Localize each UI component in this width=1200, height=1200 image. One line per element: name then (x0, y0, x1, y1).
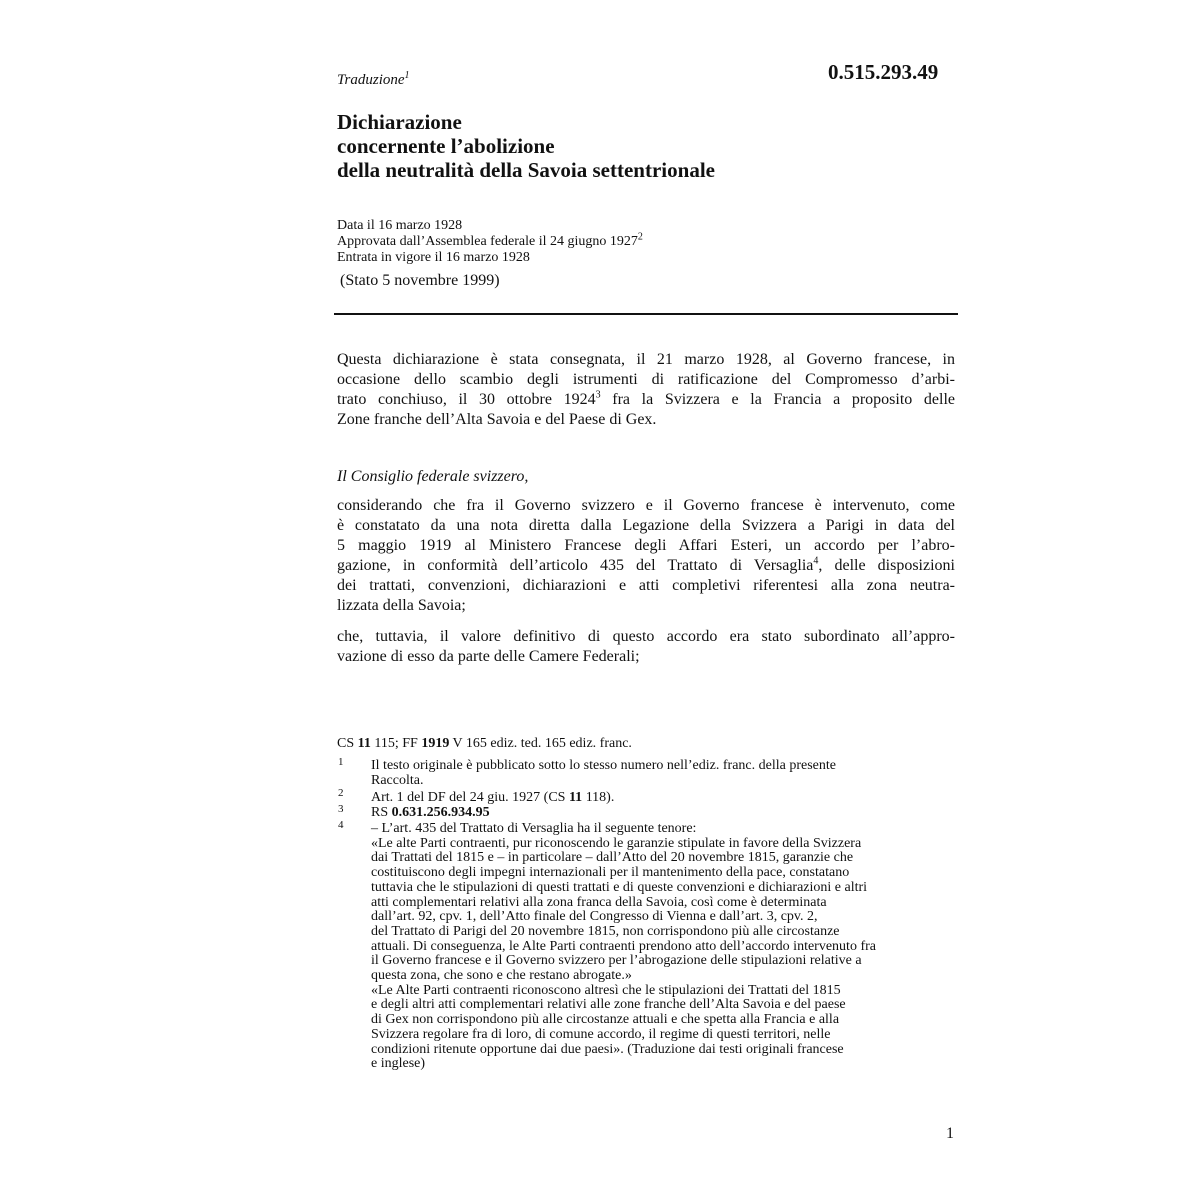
footnote-line: del Trattato di Parigi del 20 novembre 1815, non corrispondono più alle circostanze (371, 923, 840, 939)
footnote-line: di Gex non corrispondono più alle circostanze attuali e che spetta alla Francia e alla (371, 1012, 840, 1028)
title-line: concernente l’abolizione (337, 134, 555, 158)
footnote-line (371, 791, 614, 806)
footnote-volume: 11 (568, 790, 583, 805)
footnote-line: Svizzera regolare fra di loro, di comune accordo, il regime di questi territori, nelle (371, 1026, 831, 1042)
source-volume: 11 (357, 736, 371, 751)
status-line: (Stato 5 novembre 1999) (340, 272, 500, 289)
translation-label (337, 72, 410, 89)
text-line (337, 390, 955, 410)
footnote-number-4: 4 (338, 819, 344, 831)
footnote-ref-4[interactable]: 4 (813, 555, 819, 567)
considering-paragraph (337, 496, 955, 616)
text-line (337, 556, 955, 576)
footnote-line: Il testo originale è pubblicato sotto lo stesso numero nell’ediz. franc. della presente (371, 758, 836, 773)
footnote-line: e degli altri atti complementari relativi alle zone franche dell’Alta Savoia e del paese (371, 997, 846, 1013)
footnote-line: costituiscono degli impegni internazionali per il mantenimento della pace, constatano (371, 865, 850, 881)
footnote-line: Raccolta. (371, 772, 424, 788)
footnote-line: «Le Alte Parti contraenti riconoscono altresì che le stipulazioni dei Trattati del 1815 (371, 982, 841, 998)
footnote-3 (371, 806, 490, 821)
footnote-line: il Governo francese e il Governo svizzero per l’abrogazione delle stipulazioni relative a (371, 953, 862, 969)
text-fragment: , delle disposizioni (818, 557, 955, 574)
footnote-4 (371, 822, 876, 1072)
footnote-number-2: 2 (338, 787, 344, 799)
footnote-line: atti complementari relativi alla zona franca della Savoia, così come è determinata (371, 894, 827, 910)
translation-text: Traduzione (337, 72, 405, 88)
header-divider (334, 313, 958, 315)
footnote-line: attuali. Di conseguenza, le Alte Parti contraenti prendono atto dell’accordo intervenuto fra (371, 938, 876, 954)
title-line: Dichiarazione (337, 110, 462, 134)
footnote-line (371, 806, 490, 821)
entry-line: Entrata in vigore il 16 marzo 1928 (337, 250, 530, 265)
text-line: considerando che fra il Governo svizzero e il Governo francese è intervenuto, come (337, 497, 955, 514)
footnote-ref-2[interactable]: 2 (637, 231, 643, 243)
footnote-number-3: 3 (338, 803, 344, 815)
text-line: che, tuttavia, il valore definitivo di questo accordo era stato subordinato all’appro- (337, 628, 955, 645)
text-line: 5 maggio 1919 al Ministero Francese degli Affari Esteri, un accordo per l’abro- (337, 537, 955, 554)
text-line: occasione dello scambio degli istrumenti di ratificazione del Compromesso d’arbi- (337, 371, 955, 388)
source-text: 115; FF (370, 736, 422, 751)
document-title (337, 110, 715, 182)
footnote-text: RS (371, 805, 392, 820)
source-text: V 165 ediz. ted. 165 ediz. franc. (449, 736, 632, 751)
text-line: è constatato da una nota diretta dalla Legazione della Svizzera a Parigi in data del (337, 517, 955, 534)
sr-number: 0.515.293.49 (828, 60, 939, 84)
footnote-line: condizioni ritenute opportune dai due paesi». (Traduzione dai testi originali francese (371, 1041, 844, 1057)
text-line: Zone franche dell’Alta Savoia e del Paese di Gex. (337, 411, 657, 428)
intro-paragraph (337, 350, 955, 430)
text-line: Questa dichiarazione è stata consegnata, il 21 marzo 1928, al Governo francese, in (337, 351, 955, 368)
text-fragment: gazione, in conformità dell’articolo 435 del Trattato di Versaglia (337, 557, 814, 574)
source-year: 1919 (421, 736, 450, 751)
however-paragraph (337, 627, 955, 667)
footnote-text: Art. 1 del DF del 24 giu. 1927 (CS (371, 790, 569, 805)
footnote-line: dai Trattati del 1815 e – in particolare – dall’Atto del 20 novembre 1815, garanzie che (371, 850, 854, 866)
footnote-1 (371, 759, 836, 788)
footnote-line: «Le alte Parti contraenti, pur riconoscendo le garanzie stipulate in favore della Svizzera (371, 835, 862, 851)
footnote-text: 118). (582, 790, 615, 805)
document-metadata (337, 218, 643, 266)
footnote-line: questa zona, che sono e che restano abrogate.» (371, 968, 632, 984)
approved-text: Approvata dall’Assemblea federale il 24 giugno 1927 (337, 234, 638, 249)
footnote-line: tuttavia che le stipulazioni di questi trattati e di queste convenzioni e dichiarazioni e altri (371, 879, 868, 895)
footnote-line: dall’art. 92, cpv. 1, dell’Atto finale del Congresso di Vienna e dall’art. 3, cpv. 2, (371, 909, 818, 925)
page-number: 1 (946, 1125, 954, 1142)
title-line: della neutralità della Savoia settentrionale (337, 158, 715, 182)
footnote-number-1: 1 (338, 756, 344, 768)
source-reference (337, 736, 632, 752)
text-line: lizzata della Savoia; (337, 597, 466, 614)
footnote-ref-3[interactable]: 3 (595, 389, 601, 401)
council-heading: Il Consiglio federale svizzero, (337, 468, 529, 485)
text-line: vazione di esso da parte delle Camere Federali; (337, 648, 640, 665)
text-fragment: trato conchiuso, il 30 ottobre 1924 (337, 391, 596, 408)
text-line: dei trattati, convenzioni, dichiarazioni e atti completivi riferentesi alla zona neutra- (337, 577, 955, 594)
footnote-rs-link[interactable]: 0.631.256.934.95 (391, 805, 490, 820)
source-text: CS (337, 736, 358, 751)
footnote-ref-1[interactable]: 1 (404, 70, 410, 81)
date-line: Data il 16 marzo 1928 (337, 218, 463, 233)
text-fragment: fra la Svizzera e la Francia a proposito delle (600, 391, 956, 408)
footnote-2 (371, 791, 614, 806)
footnote-line: e inglese) (371, 1056, 426, 1072)
footnote-line: – L’art. 435 del Trattato di Versaglia ha il seguente tenore: (371, 821, 697, 836)
approved-line (337, 231, 643, 250)
